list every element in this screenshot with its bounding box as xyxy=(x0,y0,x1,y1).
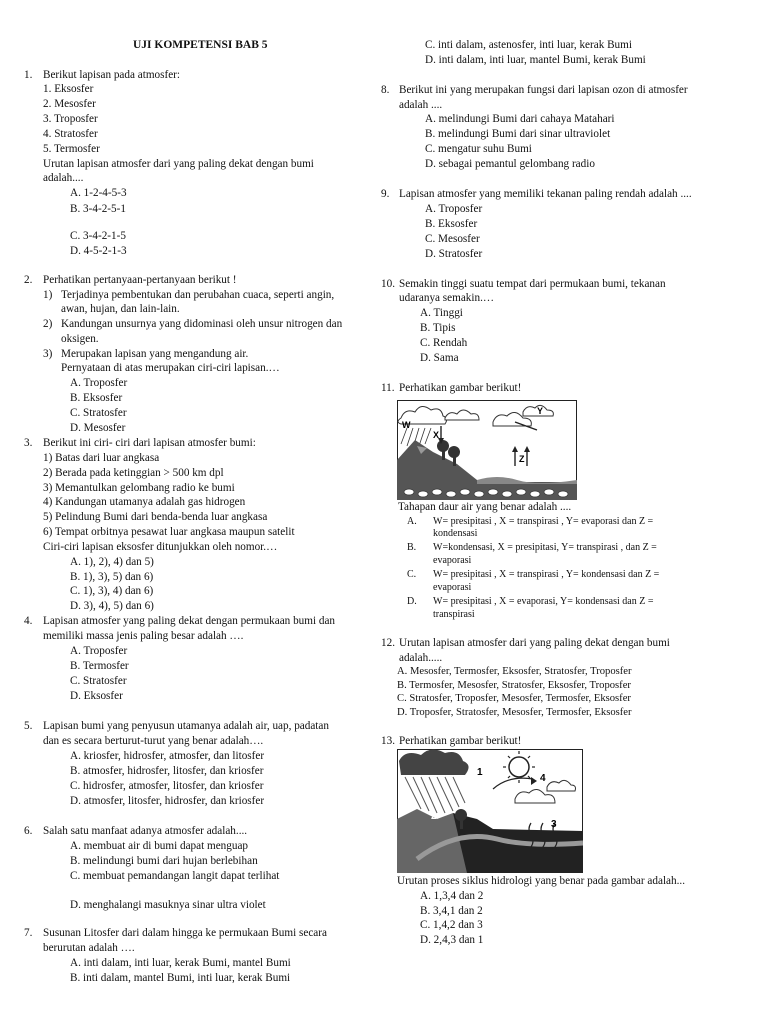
question-number: 11. xyxy=(381,382,395,394)
question-ask: Pernyataan di atas merupakan ciri-ciri lapisan.… xyxy=(61,362,280,374)
list-item: 3. Troposfer xyxy=(43,113,98,125)
option-d[interactable]: D. Eksosfer xyxy=(70,690,123,702)
question-stem: Perhatikan gambar berikut! xyxy=(399,382,522,394)
label-1: 1 xyxy=(477,767,483,778)
question-number: 9. xyxy=(381,188,390,200)
option-d[interactable]: D. sebagai pemantul gelombang radio xyxy=(425,158,595,170)
option-d-cont: transpirasi xyxy=(433,609,475,620)
question-stem: Lapisan atmosfer yang paling dekat dengan permukaan bumi dan xyxy=(43,615,336,627)
option-b[interactable]: B. 1), 3), 5) dan 6) xyxy=(70,571,154,583)
option-d[interactable]: D. 4-5-2-1-3 xyxy=(70,245,127,257)
question-stem: berurutan adalah …. xyxy=(43,942,135,954)
list-item: 5) Pelindung Bumi dari benda-benda luar angkasa xyxy=(43,511,268,523)
list-item: 2. Mesosfer xyxy=(43,98,96,110)
option-a[interactable]: A. 1,3,4 dan 2 xyxy=(420,890,484,902)
list-item: 6) Tempat orbitnya pesawat luar angkasa maupun satelit xyxy=(43,526,295,538)
question-ask: adalah.... xyxy=(43,172,84,184)
list-item: Kandungan unsurnya yang didominasi oleh unsur nitrogen dan xyxy=(61,318,343,330)
option-a[interactable]: A. melindungi Bumi dari cahaya Matahari xyxy=(425,113,615,125)
option-d[interactable]: D. Sama xyxy=(420,352,459,364)
option-a[interactable]: A. Troposfer xyxy=(70,645,128,657)
option-d[interactable]: D. 3), 4), 5) dan 6) xyxy=(70,600,154,612)
option-c[interactable]: C. 1,4,2 dan 3 xyxy=(420,919,483,931)
option-d[interactable]: D. Mesosfer xyxy=(70,422,126,434)
list-item: 1. Eksosfer xyxy=(43,83,94,95)
list-item: oksigen. xyxy=(61,333,99,345)
option-b[interactable]: B. 3-4-2-5-1 xyxy=(70,203,126,215)
label-w: W xyxy=(402,420,411,430)
option-d[interactable]: D. menghalangi masuknya sinar ultra violet xyxy=(70,899,266,911)
option-a[interactable]: A. 1), 2), 4) dan 5) xyxy=(70,556,154,568)
question-stem: Berikut ini ciri- ciri dari lapisan atmosfer bumi: xyxy=(43,437,256,449)
question-number: 5. xyxy=(24,720,33,732)
question-stem: Perhatikan gambar berikut! xyxy=(399,735,522,747)
option-d-letter[interactable]: D. xyxy=(407,596,417,607)
question-number: 13. xyxy=(381,735,395,747)
question-number: 1. xyxy=(24,69,33,81)
label-2: 2 xyxy=(431,811,437,822)
option-b[interactable]: B. Eksosfer xyxy=(425,218,478,230)
list-item-number: 2) xyxy=(43,318,53,330)
option-c[interactable]: C. inti dalam, astenosfer, inti luar, kerak Bumi xyxy=(425,39,632,51)
option-b[interactable]: B. Eksosfer xyxy=(70,392,123,404)
question-stem: Lapisan atmosfer yang memiliki tekanan paling rendah adalah .... xyxy=(399,188,692,200)
list-item: 5. Termosfer xyxy=(43,143,100,155)
option-b-letter[interactable]: B. xyxy=(407,542,417,553)
option-d[interactable]: W= presipitasi , X = evaporasi, Y= kondensasi dan Z = xyxy=(433,596,654,607)
question-stem: memiliki massa jenis paling besar adalah …. xyxy=(43,630,244,642)
option-b[interactable]: B. melindungi bumi dari hujan berlebihan xyxy=(70,855,258,867)
list-item-number: 1) xyxy=(43,289,53,301)
question-stem: Berikut ini yang merupakan fungsi dari lapisan ozon di atmosfer xyxy=(399,84,688,96)
list-item: 1) Batas dari luar angkasa xyxy=(43,452,160,464)
option-a[interactable]: A. Mesosfer, Termosfer, Eksosfer, Stratosfer, Troposfer xyxy=(397,666,632,677)
option-b-cont: evaporasi xyxy=(433,555,472,566)
option-a[interactable]: A. Tinggi xyxy=(420,307,463,319)
question-stem: adalah .... xyxy=(399,99,443,111)
question-stem: Salah satu manfaat adanya atmosfer adalah.... xyxy=(43,825,248,837)
question-number: 10. xyxy=(381,278,395,290)
option-c[interactable]: C. 1), 3), 4) dan 6) xyxy=(70,585,154,597)
label-4: 4 xyxy=(540,773,546,784)
label-y: Y xyxy=(537,406,544,416)
option-b[interactable]: B. melindungi Bumi dari sinar ultraviolet xyxy=(425,128,611,140)
question-stem: Perhatikan pertanyaan-pertanyaan berikut ! xyxy=(43,274,237,286)
option-d[interactable]: D. inti dalam, inti luar, mantel Bumi, kerak Bumi xyxy=(425,54,646,66)
option-a[interactable]: A. kriosfer, hidrosfer, atmosfer, dan litosfer xyxy=(70,750,265,762)
label-z: Z xyxy=(519,454,525,464)
question-ask: Urutan lapisan atmosfer dari yang paling dekat dengan bumi xyxy=(43,158,314,170)
option-a[interactable]: A. Troposfer xyxy=(425,203,483,215)
question-stem: Susunan Litosfer dari dalam hingga ke permukaan Bumi secara xyxy=(43,927,327,939)
option-c[interactable]: C. Stratosfer xyxy=(70,675,127,687)
list-item: 3) Memantulkan gelombang radio ke bumi xyxy=(43,482,235,494)
question-number: 3. xyxy=(24,437,33,449)
question-number: 8. xyxy=(381,84,390,96)
option-c-cont: evaporasi xyxy=(433,582,472,593)
question-stem: adalah..... xyxy=(399,652,443,664)
question-ask: Tahapan daur air yang benar adalah .... xyxy=(398,501,572,513)
question-stem: Lapisan bumi yang penyusun utamanya adalah air, uap, padatan xyxy=(43,720,329,732)
option-b[interactable]: B. inti dalam, mantel Bumi, inti luar, kerak Bumi xyxy=(70,972,291,984)
option-a[interactable]: W= presipitasi , X = transpirasi , Y= evaporasi dan Z = xyxy=(433,516,654,527)
option-b[interactable]: B. Termosfer, Mesosfer, Stratosfer, Eksosfer, Troposfer xyxy=(397,680,631,691)
list-item: Terjadinya pembentukan dan perubahan cuaca, seperti angin, xyxy=(61,289,335,301)
question-number: 2. xyxy=(24,274,33,286)
option-a-letter[interactable]: A. xyxy=(407,516,417,527)
question-stem: Semakin tinggi suatu tempat dari permukaan bumi, tekanan xyxy=(399,278,666,290)
label-x: X xyxy=(433,430,440,440)
option-a[interactable]: A. Troposfer xyxy=(70,377,128,389)
question-number: 7. xyxy=(24,927,33,939)
option-b[interactable]: B. 3,4,1 dan 2 xyxy=(420,905,483,917)
option-c[interactable]: C. 3-4-2-1-5 xyxy=(70,230,126,242)
list-item: 4. Stratosfer xyxy=(43,128,98,140)
question-number: 6. xyxy=(24,825,33,837)
question-stem: Urutan lapisan atmosfer dari yang paling dekat dengan bumi xyxy=(399,637,670,649)
option-a-cont: kondensasi xyxy=(433,528,478,539)
option-c[interactable]: C. Mesosfer xyxy=(425,233,480,245)
option-b[interactable]: B. Tipis xyxy=(420,322,456,334)
page-title: UJI KOMPETENSI BAB 5 xyxy=(133,39,268,51)
question-stem: udaranya semakin.… xyxy=(399,292,495,304)
option-a[interactable]: A. membuat air di bumi dapat menguap xyxy=(70,840,249,852)
list-item: 2) Berada pada ketinggian > 500 km dpl xyxy=(43,467,224,479)
option-b[interactable]: B. atmosfer, hidrosfer, litosfer, dan kriosfer xyxy=(70,765,264,777)
question-number: 4. xyxy=(24,615,33,627)
question-stem: Berikut lapisan pada atmosfer: xyxy=(43,69,181,81)
list-item: awan, hujan, dan lain-lain. xyxy=(61,303,180,315)
option-d[interactable]: D. Troposfer, Stratosfer, Mesosfer, Termosfer, Eksosfer xyxy=(397,707,632,718)
option-d[interactable]: D. Stratosfer xyxy=(425,248,483,260)
option-d[interactable]: D. atmosfer, litosfer, hidrosfer, dan kriosfer xyxy=(70,795,265,807)
label-3: 3 xyxy=(551,819,557,830)
option-c[interactable]: C. hidrosfer, atmosfer, litosfer, dan kriosfer xyxy=(70,780,264,792)
question-number: 12. xyxy=(381,637,395,649)
hydrologic-cycle-figure xyxy=(397,749,583,873)
question-ask: Ciri-ciri lapisan eksosfer ditunjukkan oleh nomor.… xyxy=(43,541,278,553)
option-a[interactable]: A. 1-2-4-5-3 xyxy=(70,187,127,199)
option-c[interactable]: C. mengatur suhu Bumi xyxy=(425,143,532,155)
option-c[interactable]: C. Stratosfer, Troposfer, Mesosfer, Termosfer, Eksosfer xyxy=(397,693,631,704)
list-item: Merupakan lapisan yang mengandung air. xyxy=(61,348,249,360)
question-ask: Urutan proses siklus hidrologi yang benar pada gambar adalah... xyxy=(397,875,685,887)
option-a[interactable]: A. inti dalam, inti luar, kerak Bumi, mantel Bumi xyxy=(70,957,291,969)
list-item: 4) Kandungan utamanya adalah gas hidrogen xyxy=(43,496,246,508)
option-c[interactable]: W= presipitasi , X = transpirasi , Y= kondensasi dan Z = xyxy=(433,569,660,580)
option-b[interactable]: W=kondensasi, X = presipitasi, Y= transpirasi , dan Z = xyxy=(433,542,657,553)
option-c[interactable]: C. Stratosfer xyxy=(70,407,127,419)
option-b[interactable]: B. Termosfer xyxy=(70,660,129,672)
list-item-number: 3) xyxy=(43,348,53,360)
question-stem: dan es secara berturut-turut yang benar adalah…. xyxy=(43,735,264,747)
option-c-letter[interactable]: C. xyxy=(407,569,417,580)
option-d[interactable]: D. 2,4,3 dan 1 xyxy=(420,934,484,946)
option-c[interactable]: C. membuat pemandangan langit dapat terlihat xyxy=(70,870,280,882)
water-cycle-figure xyxy=(397,400,577,500)
option-c[interactable]: C. Rendah xyxy=(420,337,468,349)
